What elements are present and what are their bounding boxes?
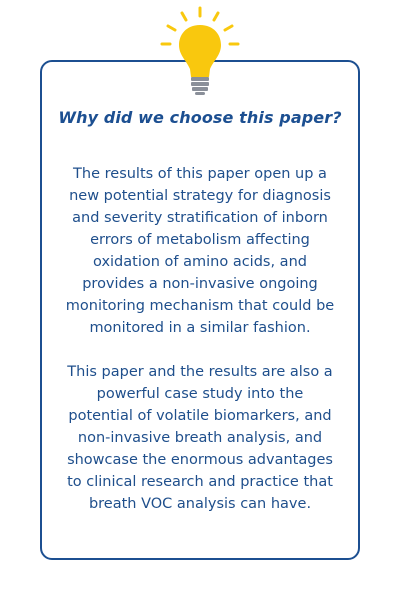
paragraph-line: errors of metabolism affecting [90, 232, 310, 248]
card-title: Why did we choose this paper? [58, 108, 342, 127]
paragraph-line: The results of this paper open up a [73, 166, 327, 182]
paragraph-line: powerful case study into the [96, 386, 304, 402]
paragraph-line: to clinical research and practice that [67, 474, 333, 490]
paragraph-line: monitored in a similar fashion. [89, 320, 311, 336]
paragraph-line: and severity stratification of inborn [72, 210, 328, 226]
lightbulb-icon [158, 5, 242, 97]
paragraph-line: non-invasive breath analysis, and [77, 430, 323, 446]
paragraph-line: provides a non-invasive ongoing [82, 276, 318, 292]
paragraph-line: potential of volatile biomarkers, and [68, 408, 332, 424]
paragraph-2 [48, 361, 352, 515]
paragraph-line: breath VOC analysis can have. [88, 496, 312, 512]
paragraph-1 [48, 163, 352, 339]
paragraph-line: monitoring mechanism that could be [65, 298, 335, 314]
paragraph-line: new potential strategy for diagnosis [69, 188, 331, 204]
paragraph-line: showcase the enormous advantages [67, 452, 333, 468]
paragraph-line: oxidation of amino acids, and [93, 254, 307, 270]
paragraph-line: This paper and the results are also a [67, 364, 333, 380]
